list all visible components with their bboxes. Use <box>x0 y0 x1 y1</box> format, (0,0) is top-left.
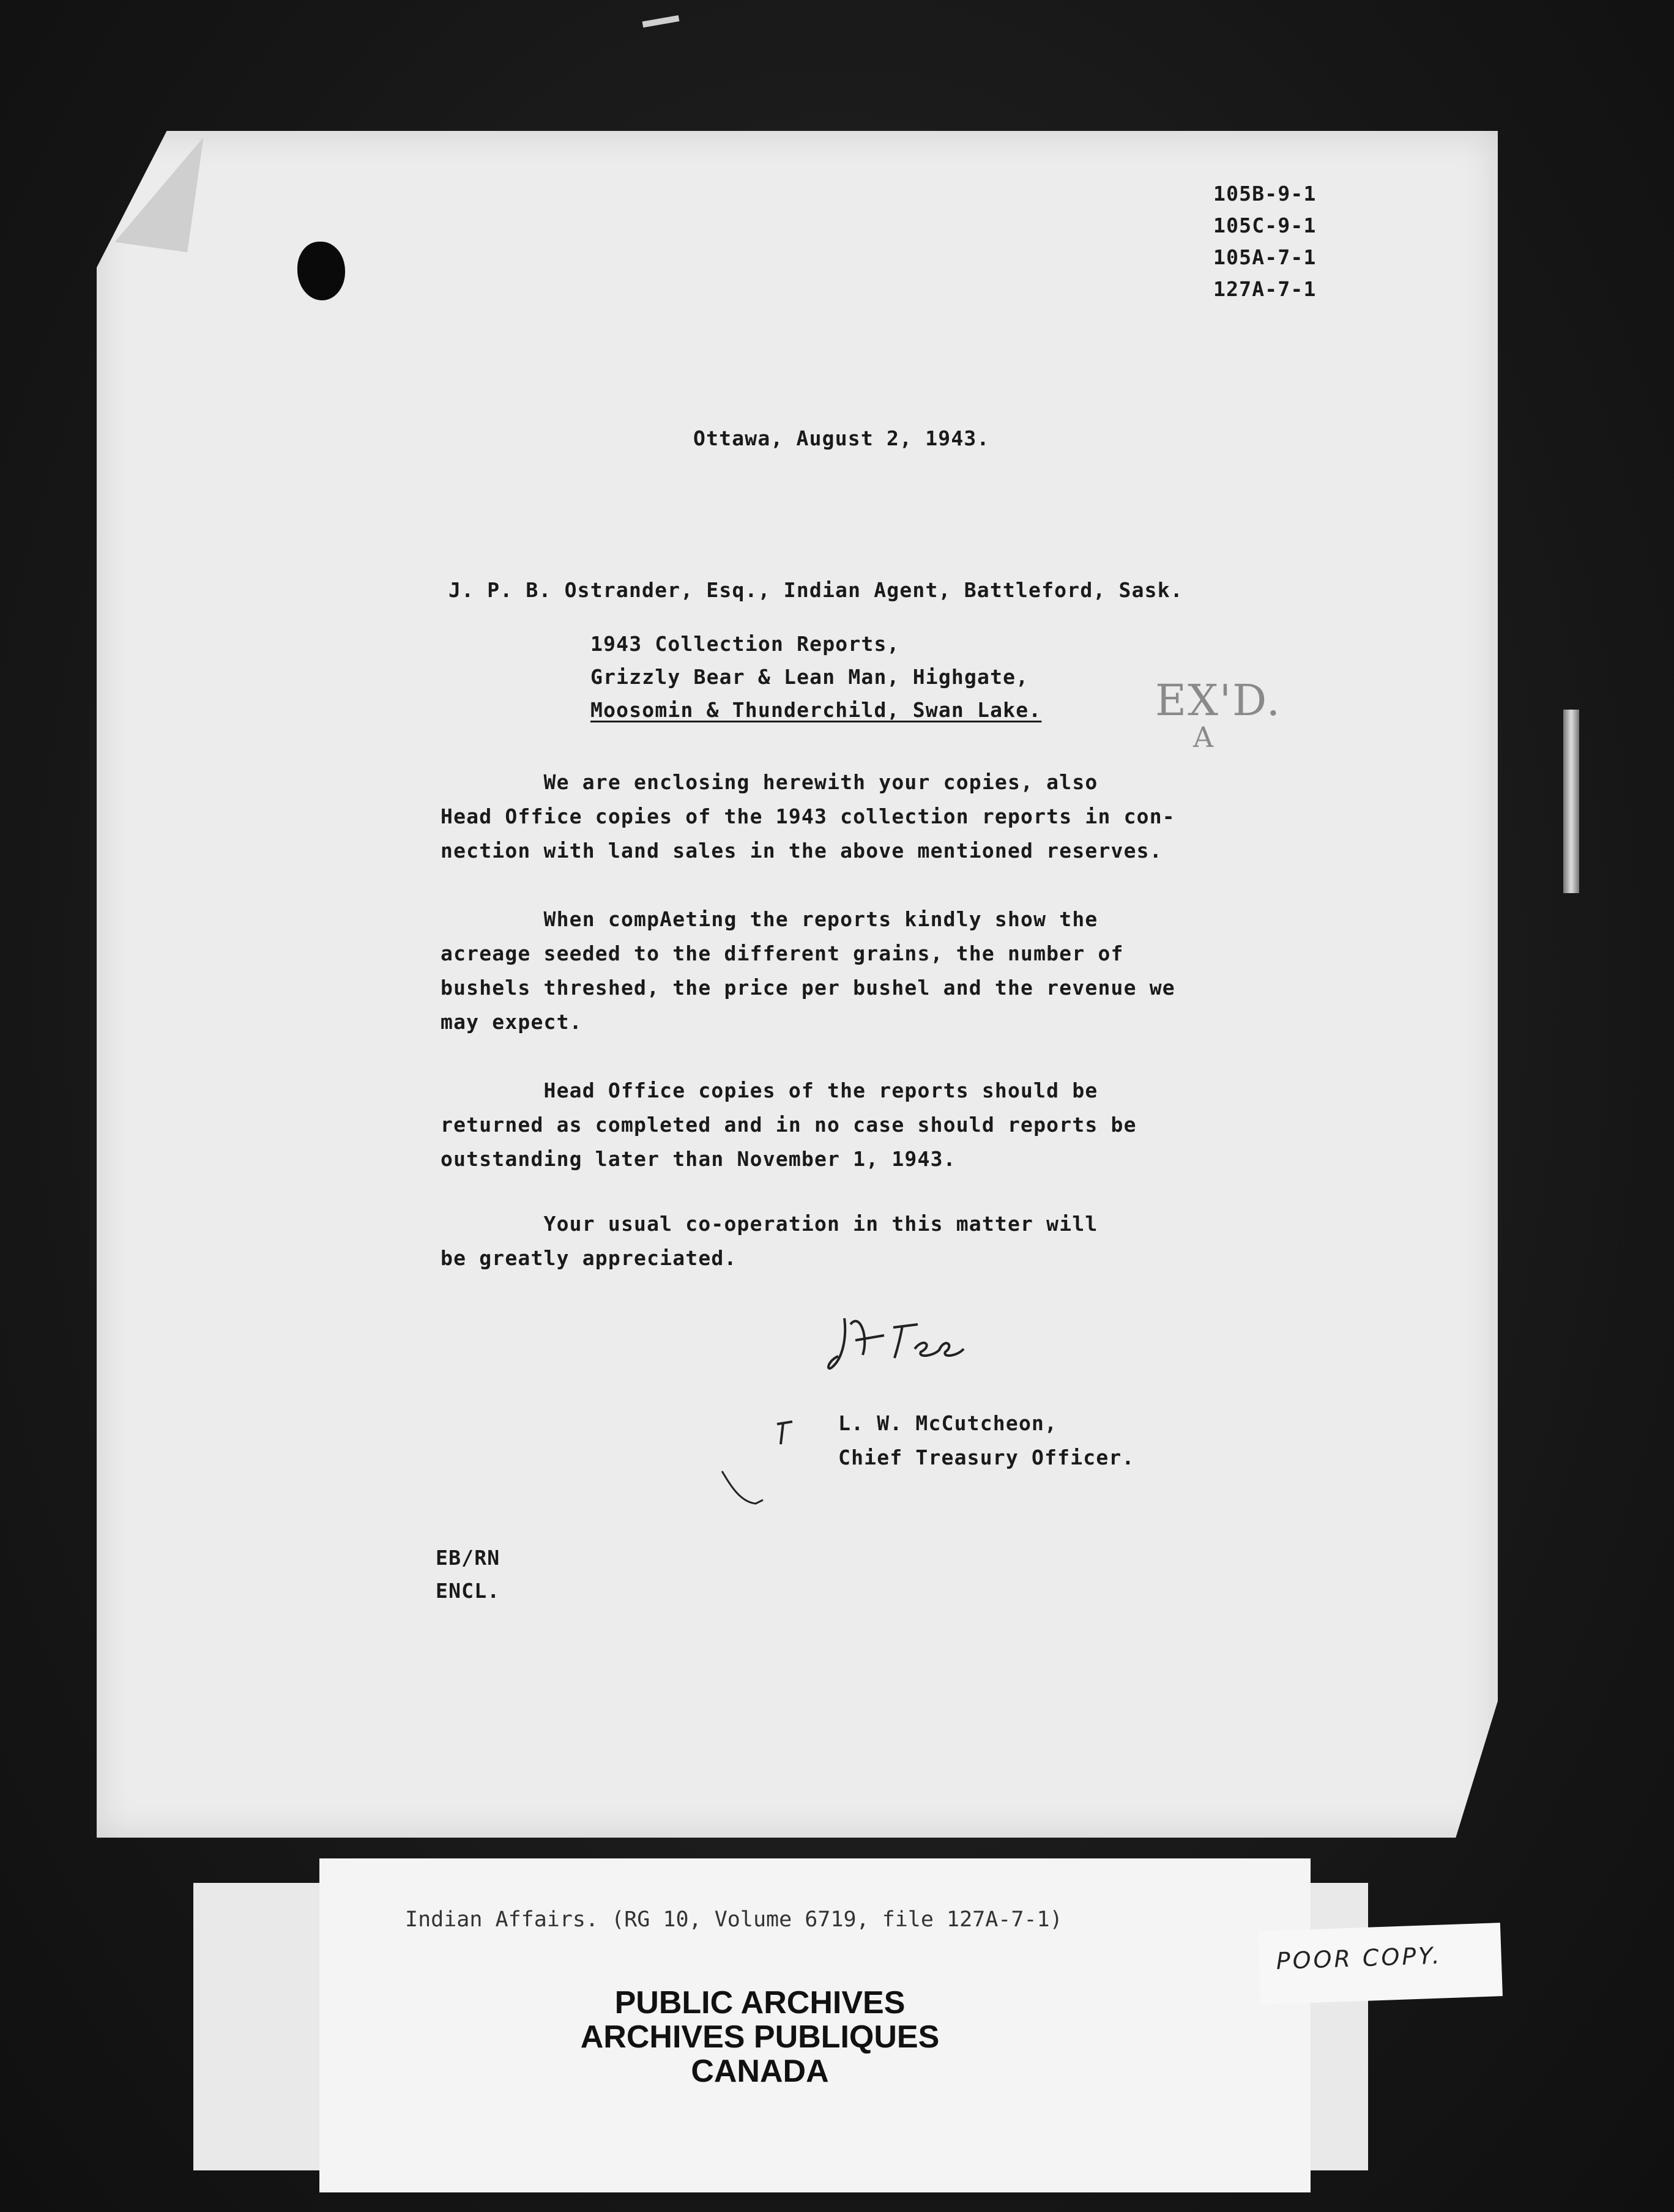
file-ref: 127A-7-1 <box>1213 277 1317 301</box>
file-ref: 105A-7-1 <box>1213 245 1317 269</box>
archive-reference: Indian Affairs. (RG 10, Volume 6719, file 127A-7-1) <box>405 1907 1063 1932</box>
body-line: may expect. <box>441 1010 582 1034</box>
signatory-title: Chief Treasury Officer. <box>838 1446 1135 1469</box>
body-line: outstanding later than November 1, 1943. <box>441 1147 956 1171</box>
archive-name-line: CANADA <box>691 2054 829 2089</box>
pen-mark <box>771 1417 808 1453</box>
edge-mark <box>1563 710 1579 893</box>
file-ref: 105C-9-1 <box>1213 213 1317 237</box>
body-line: Head Office copies of the reports should be <box>441 1078 1098 1102</box>
exd-stamp: EX'D. <box>1155 675 1282 726</box>
body-line: Head Office copies of the 1943 collection reports in con- <box>441 804 1175 828</box>
addressee: J. P. B. Ostrander, Esq., Indian Agent, Battleford, Sask. <box>448 578 1183 602</box>
subject-line: Moosomin & Thunderchild, Swan Lake. <box>590 698 1042 722</box>
archive-name-line: ARCHIVES PUBLIQUES <box>580 2019 940 2055</box>
archive-label-card <box>319 1858 1311 2192</box>
handwritten-signature <box>826 1300 1010 1386</box>
poor-copy-note: POOR COPY. <box>1275 1942 1443 1975</box>
date-line: Ottawa, August 2, 1943. <box>693 426 990 450</box>
stamp-initial: A <box>1193 721 1214 754</box>
subject-line: 1943 Collection Reports, <box>590 632 900 656</box>
body-line: be greatly appreciated. <box>441 1246 737 1270</box>
enclosure-note: ENCL. <box>436 1579 500 1603</box>
file-ref: 105B-9-1 <box>1213 182 1317 206</box>
typist-initials: EB/RN <box>436 1546 500 1570</box>
archive-name-line: PUBLIC ARCHIVES <box>614 1985 906 2021</box>
signatory-name: L. W. McCutcheon, <box>838 1411 1058 1435</box>
body-line: returned as completed and in no case should reports be <box>441 1113 1137 1137</box>
body-line: Your usual co-operation in this matter will <box>441 1212 1098 1236</box>
body-line: We are enclosing herewith your copies, also <box>441 770 1098 794</box>
body-line: acreage seeded to the different grains, the number of <box>441 941 1124 965</box>
subject-line: Grizzly Bear & Lean Man, Highgate, <box>590 665 1029 689</box>
ink-blot <box>297 242 345 300</box>
body-line: bushels threshed, the price per bushel and the revenue we <box>441 976 1175 1000</box>
pen-mark <box>719 1468 768 1511</box>
body-line: nection with land sales in the above mentioned reserves. <box>441 839 1162 863</box>
poor-copy-card <box>1258 1923 1503 2005</box>
body-line: When compAeting the reports kindly show the <box>441 907 1098 931</box>
